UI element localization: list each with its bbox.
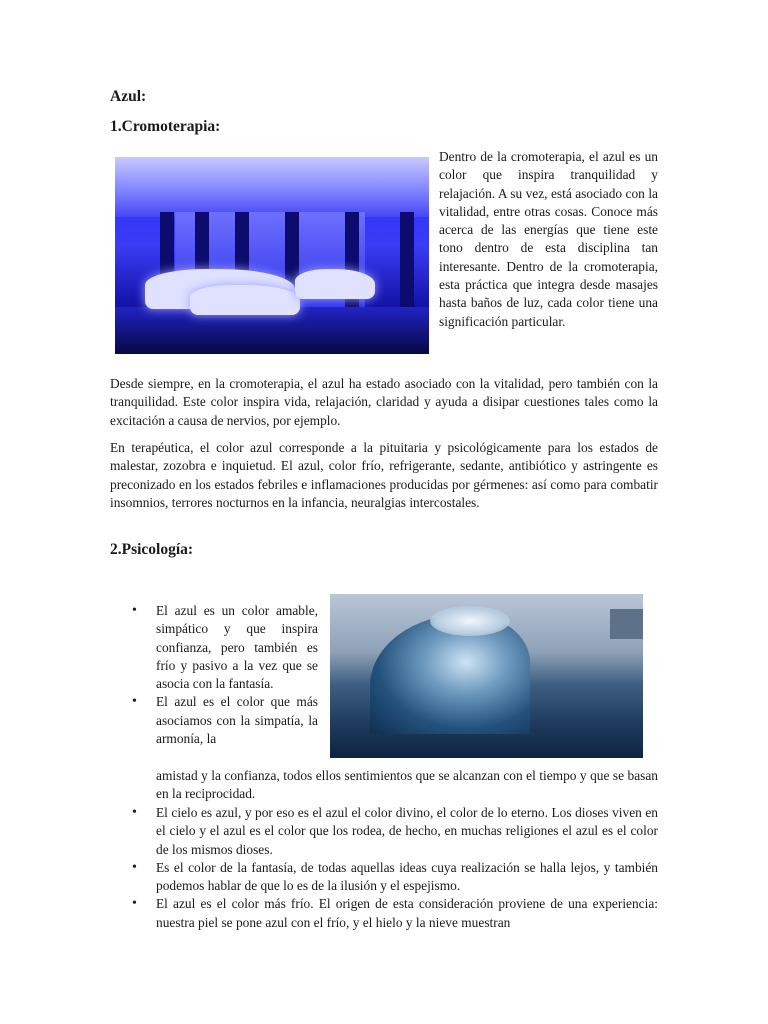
section-heading-psicologia: 2.Psicología: <box>110 541 194 558</box>
list-item <box>132 602 318 693</box>
psicologia-bullet-list-bottom <box>132 804 658 932</box>
cromoterapia-paragraph-2: En terapéutica, el color azul corresponde a la pituitaria y psicológicamente para los estados de malestar, zozobra e inquietud. El azul, color frío, refrigerante, sedante, antibiótico y astringente es preconizado en los estados febriles e inflamaciones producidas por gérmenes: así como para combatir insomnios, terrores nocturnos en la infancia, neuralgias intercostales. <box>110 440 658 510</box>
cromoterapia-paragraph-1: Desde siempre, en la cromoterapia, el azul ha estado asociado con la vitalidad, pero también con la tranquilidad. Este color inspira vida, relajación, claridad y ayuda a disipar cuestiones tales como la excitación a causa de nervios, por ejemplo. <box>110 376 658 428</box>
cromoterapia-side-text: Dentro de la cromoterapia, el azul es un color que inspira tranquilidad y relajación. A su vez, está asociado con la vitalidad, entre otras cosas. Conoce más acerca de las energías que tiene este tono dentro de esta disciplina tan interesante. Dentro de la cromoterapia, esta práctica que integra desde masajes hasta baños de luz, cada color tiene una significación particular. <box>439 149 658 329</box>
ocean-wave-image <box>330 594 643 758</box>
list-item <box>132 895 658 932</box>
section-heading-cromoterapia: 1.Cromoterapia: <box>110 118 221 135</box>
page-title: Azul: <box>110 88 147 105</box>
bullet-text-3: El cielo es azul, y por eso es el azul el color divino, el color de lo eterno. Los dioses viven en el cielo y el azul es el color que los rodea, de hecho, en muchas religiones el azul es el color de los mismos dioses. <box>156 805 658 857</box>
bullet-text-5: El azul es el color más frío. El origen de esta consideración proviene de una experiencia: nuestra piel se pone azul con el frío, y el hielo y la nieve muestran <box>156 896 658 930</box>
bullet-text-1: El azul es un color amable, simpático y que inspira confianza, pero también es frío y pasivo a la vez que se asocia con la fantasía. <box>156 603 318 692</box>
bullet-text-4: Es el color de la fantasía, de todas aquellas ideas cuya realización se halla lejos, y también podemos hablar de que lo es de la ilusión y el espejismo. <box>156 859 658 894</box>
bullet-text-2-top: El azul es el color que más asociamos con la simpatía, la armonía, la <box>156 694 318 747</box>
cromoterapia-room-image <box>115 157 429 354</box>
psicologia-bullet-list-top <box>132 602 318 748</box>
bullet-text-2-rest: amistad y la confianza, todos ellos sentimientos que se alcanzan con el tiempo y que se basan en la reciprocidad. <box>156 768 658 802</box>
list-item <box>132 859 658 896</box>
list-item <box>132 804 658 859</box>
list-item <box>132 693 318 748</box>
